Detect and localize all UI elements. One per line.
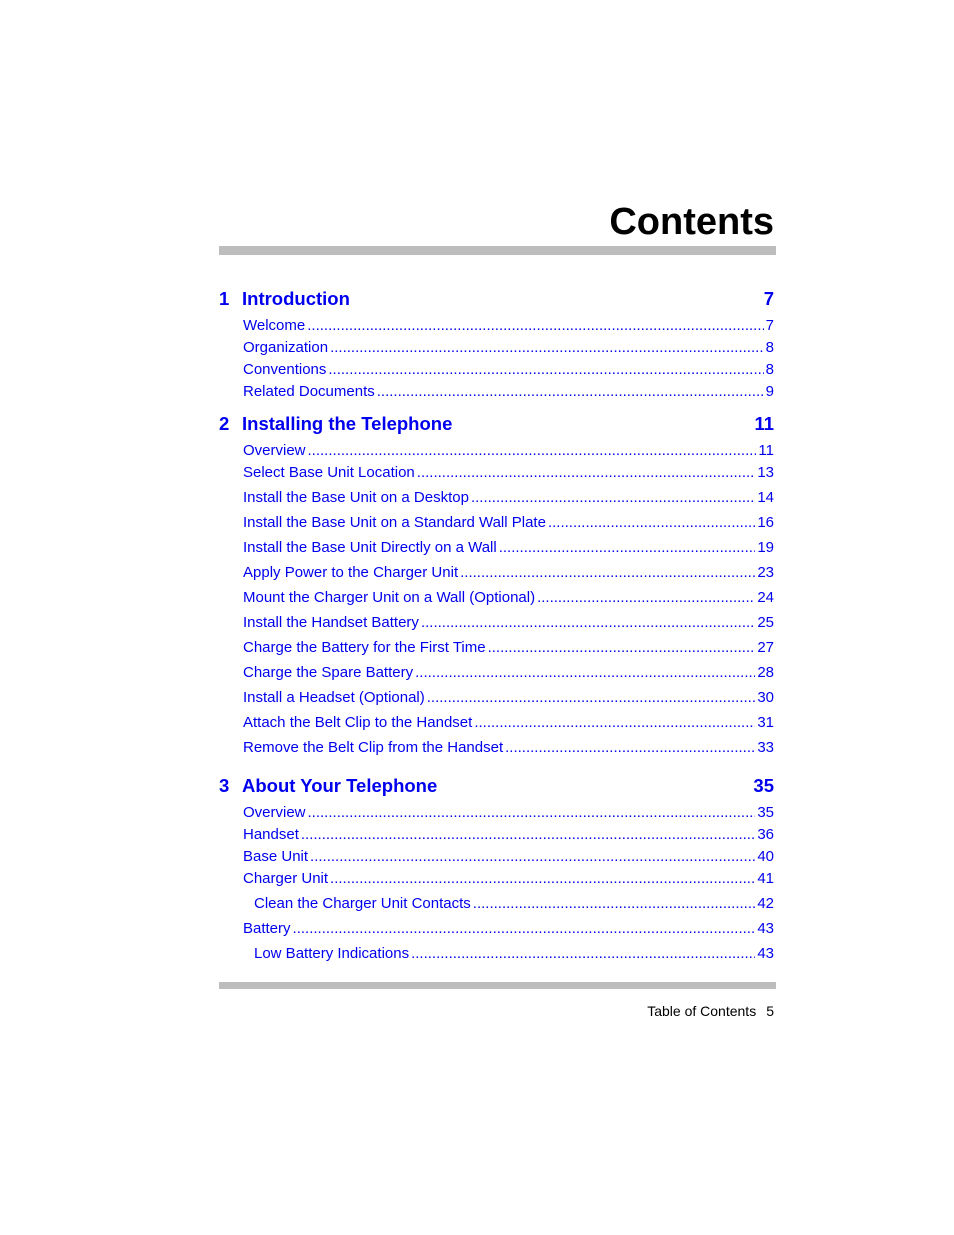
entry-page-number: 30 — [757, 689, 774, 706]
dot-leader — [293, 920, 756, 937]
dot-leader — [411, 945, 755, 962]
entry-page-number: 43 — [757, 920, 774, 937]
dot-leader — [308, 442, 757, 459]
toc-entry[interactable] — [219, 848, 774, 870]
dot-leader — [301, 826, 755, 843]
page-footer — [220, 1003, 774, 1019]
dot-leader — [330, 870, 755, 887]
bottom-divider — [219, 982, 776, 989]
toc-entry[interactable] — [219, 489, 774, 514]
chapter-page-number: 7 — [763, 288, 774, 309]
entry-title: Overview — [243, 804, 306, 821]
chapter-title: Introduction — [242, 288, 350, 309]
entry-page-number: 28 — [757, 664, 774, 681]
toc-entry[interactable] — [219, 689, 774, 714]
entry-title: Charge the Battery for the First Time — [243, 639, 486, 656]
entry-title: Base Unit — [243, 848, 309, 865]
dot-leader — [415, 664, 755, 681]
chapter-number: 3 — [219, 775, 230, 796]
chapter-title: About Your Telephone — [242, 775, 438, 796]
toc-entry[interactable] — [219, 870, 774, 895]
entry-page-number: 16 — [757, 514, 774, 531]
dot-leader — [473, 895, 756, 912]
entry-page-number: 31 — [757, 714, 774, 731]
entry-page-number: 33 — [757, 739, 774, 756]
entry-page-number: 11 — [758, 442, 774, 459]
entry-title: Attach the Belt Clip to the Handset — [243, 714, 473, 731]
dot-leader — [499, 539, 756, 556]
dot-leader — [421, 614, 755, 631]
toc-entry[interactable] — [219, 317, 774, 339]
entry-title: Remove the Belt Clip from the Handset — [243, 739, 504, 756]
entry-page-number: 8 — [765, 361, 774, 378]
toc-entry[interactable] — [219, 361, 774, 383]
toc-entry[interactable] — [219, 589, 774, 614]
toc-entry[interactable] — [219, 639, 774, 664]
toc-entry[interactable] — [219, 564, 774, 589]
dot-leader — [307, 317, 763, 334]
toc-entry[interactable] — [219, 339, 774, 361]
dot-leader — [377, 383, 764, 400]
toc-entry[interactable] — [219, 714, 774, 739]
toc-chapter-3[interactable] — [219, 775, 774, 801]
entry-page-number: 8 — [765, 339, 774, 356]
toc-entry[interactable] — [219, 895, 774, 920]
dot-leader — [460, 564, 755, 581]
toc-entry[interactable] — [219, 442, 774, 464]
toc-entry[interactable] — [219, 464, 774, 489]
entry-page-number: 43 — [757, 945, 774, 962]
dot-leader — [427, 689, 756, 706]
entry-title: Charger Unit — [243, 870, 329, 887]
dot-leader — [308, 804, 756, 821]
dot-leader — [548, 514, 755, 531]
toc-entry[interactable] — [219, 739, 774, 764]
toc-entry[interactable] — [219, 804, 774, 826]
entry-title: Mount the Charger Unit on a Wall (Optional) — [243, 589, 536, 606]
entry-page-number: 42 — [757, 895, 774, 912]
entry-page-number: 41 — [757, 870, 774, 887]
entry-page-number: 14 — [757, 489, 774, 506]
entry-page-number: 36 — [757, 826, 774, 843]
chapter-number: 2 — [219, 413, 230, 434]
dot-leader — [537, 589, 755, 606]
entry-title: Install the Base Unit on a Standard Wall Plate — [243, 514, 546, 531]
dot-leader — [471, 489, 755, 506]
dot-leader — [328, 361, 763, 378]
entry-title: Battery — [243, 920, 291, 937]
toc-entry[interactable] — [219, 383, 774, 405]
entry-title: Related Documents — [243, 383, 375, 400]
toc-chapter-1[interactable] — [219, 288, 774, 314]
table-of-contents — [219, 288, 774, 970]
toc-entry[interactable] — [219, 826, 774, 848]
entry-page-number: 35 — [757, 804, 774, 821]
toc-entry[interactable] — [219, 614, 774, 639]
chapter-number: 1 — [219, 288, 230, 309]
entry-page-number: 19 — [757, 539, 774, 556]
chapter-page-number: 11 — [754, 413, 774, 434]
entry-page-number: 9 — [765, 383, 774, 400]
toc-entry[interactable] — [219, 664, 774, 689]
toc-entry[interactable] — [219, 539, 774, 564]
entry-title: Low Battery Indications — [254, 945, 410, 962]
entry-title: Clean the Charger Unit Contacts — [254, 895, 471, 912]
entry-title: Organization — [243, 339, 329, 356]
entry-title: Handset — [243, 826, 299, 843]
entry-title: Install the Handset Battery — [243, 614, 419, 631]
chapter-title: Installing the Telephone — [242, 413, 453, 434]
dot-leader — [310, 848, 755, 865]
entry-page-number: 27 — [757, 639, 774, 656]
entry-title: Charge the Spare Battery — [243, 664, 414, 681]
dot-leader — [417, 464, 756, 481]
entry-title: Install the Base Unit on a Desktop — [243, 489, 469, 506]
entry-page-number: 7 — [765, 317, 774, 334]
entry-page-number: 23 — [757, 564, 774, 581]
entry-title: Select Base Unit Location — [243, 464, 415, 481]
toc-chapter-2[interactable] — [219, 413, 774, 439]
entry-title: Welcome — [243, 317, 306, 334]
entry-page-number: 13 — [757, 464, 774, 481]
entry-page-number: 40 — [757, 848, 774, 865]
entry-page-number: 24 — [757, 589, 774, 606]
dot-leader — [505, 739, 755, 756]
entry-title: Install a Headset (Optional) — [243, 689, 425, 706]
entry-title: Install the Base Unit Directly on a Wall — [243, 539, 497, 556]
entry-title: Apply Power to the Charger Unit — [243, 564, 459, 581]
entry-title: Conventions — [243, 361, 327, 378]
dot-leader — [474, 714, 755, 731]
entry-title: Overview — [243, 442, 306, 459]
toc-entry[interactable] — [219, 945, 774, 970]
dot-leader — [330, 339, 764, 356]
chapter-page-number: 35 — [753, 775, 774, 796]
entry-page-number: 25 — [757, 614, 774, 631]
footer-label: Table of Contents — [647, 1003, 757, 1019]
footer-page-number: 5 — [766, 1003, 774, 1019]
toc-entry[interactable] — [219, 514, 774, 539]
dot-leader — [488, 639, 756, 656]
toc-entry[interactable] — [219, 920, 774, 945]
page-title: Contents — [609, 201, 774, 243]
top-divider — [219, 246, 776, 255]
